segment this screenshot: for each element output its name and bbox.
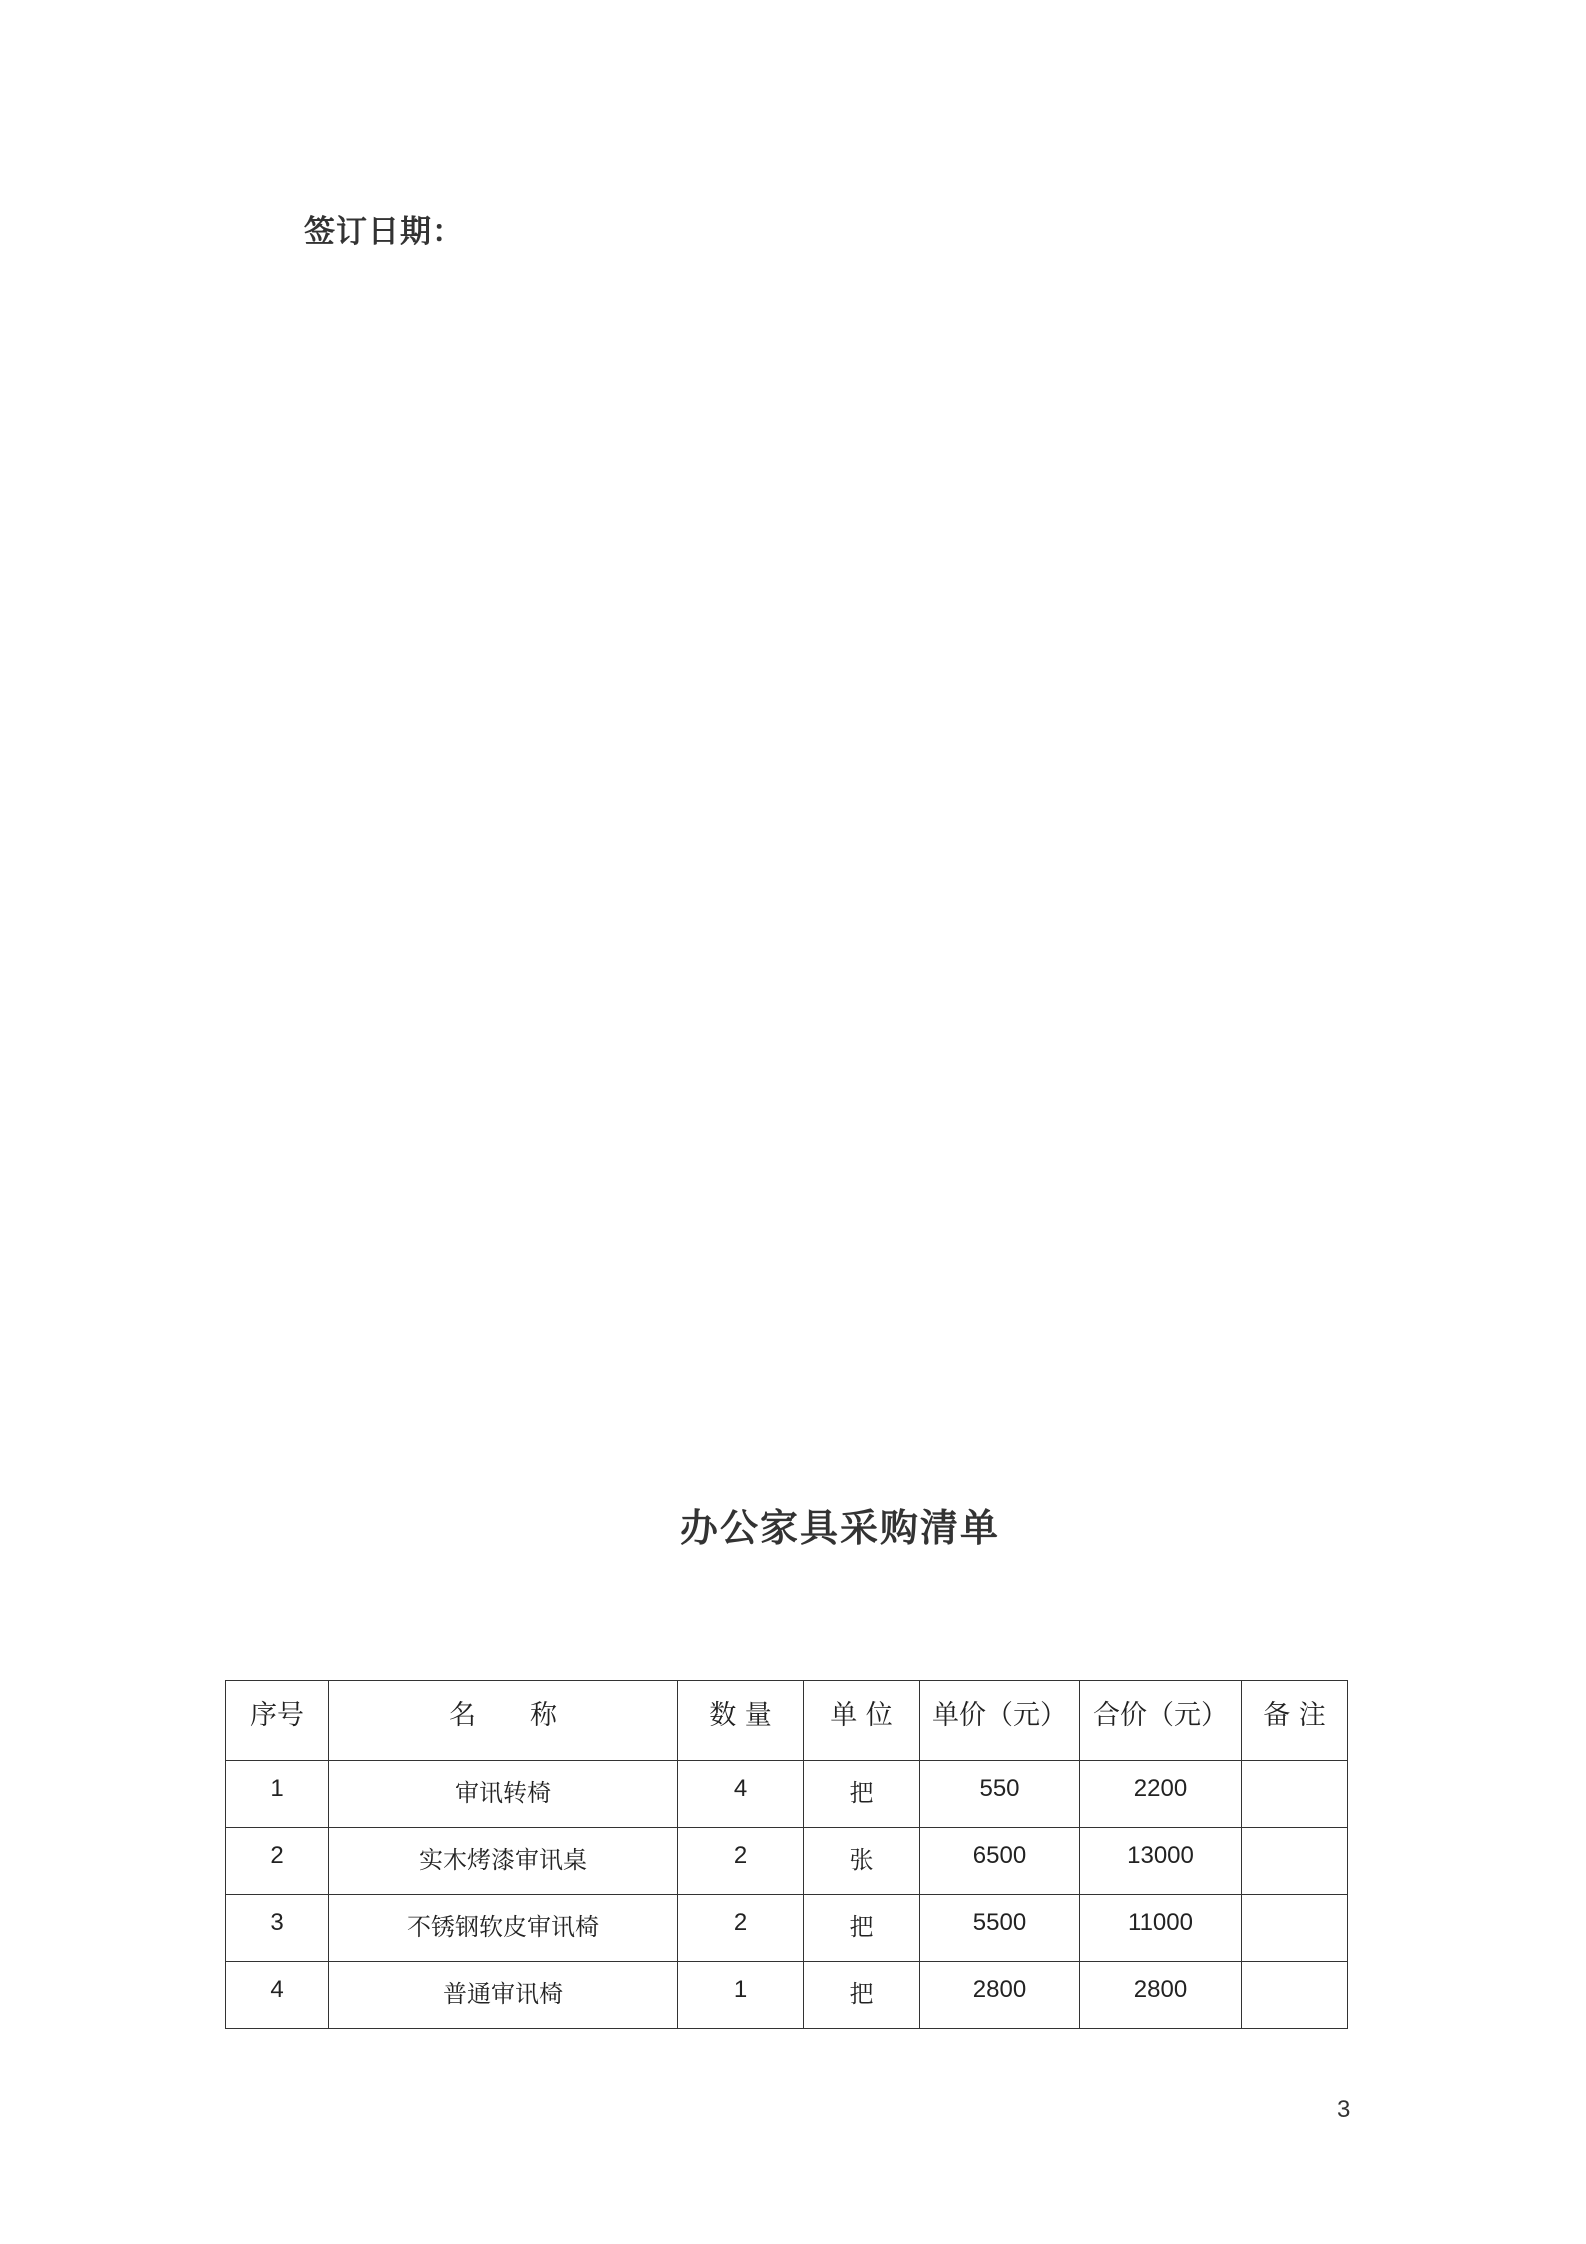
table-row xyxy=(226,1962,1348,2029)
header-quantity: 数 量 xyxy=(678,1681,804,1761)
cell-name: 审讯转椅 xyxy=(329,1761,678,1828)
cell-quantity: 2 xyxy=(678,1895,804,1962)
cell-serial: 3 xyxy=(226,1895,329,1962)
cell-unit: 把 xyxy=(804,1895,920,1962)
cell-remarks xyxy=(1242,1828,1348,1895)
cell-unit-price: 2800 xyxy=(920,1962,1080,2029)
sign-date-label: 签订日期： xyxy=(304,214,464,250)
cell-serial: 2 xyxy=(226,1828,329,1895)
header-serial: 序号 xyxy=(226,1681,329,1761)
cell-unit: 把 xyxy=(804,1962,920,2029)
header-remarks: 备 注 xyxy=(1242,1681,1348,1761)
table-header-row xyxy=(226,1681,1348,1761)
cell-unit-price: 550 xyxy=(920,1761,1080,1828)
cell-total-price: 11000 xyxy=(1080,1895,1242,1962)
cell-quantity: 4 xyxy=(678,1761,804,1828)
header-unit-price: 单价（元） xyxy=(920,1681,1080,1761)
header-name: 名 称 xyxy=(329,1681,678,1761)
page-number: 3 xyxy=(1337,2096,1351,2123)
table-row xyxy=(226,1895,1348,1962)
document-title: 办公家具采购清单 xyxy=(679,1506,1000,1550)
cell-serial: 4 xyxy=(226,1962,329,2029)
cell-quantity: 2 xyxy=(678,1828,804,1895)
cell-total-price: 13000 xyxy=(1080,1828,1242,1895)
header-unit: 单 位 xyxy=(804,1681,920,1761)
header-total-price: 合价（元） xyxy=(1080,1681,1242,1761)
purchase-table xyxy=(225,1680,1348,2029)
cell-unit: 把 xyxy=(804,1761,920,1828)
cell-total-price: 2800 xyxy=(1080,1962,1242,2029)
cell-total-price: 2200 xyxy=(1080,1761,1242,1828)
cell-remarks xyxy=(1242,1761,1348,1828)
cell-name: 不锈钢软皮审讯椅 xyxy=(329,1895,678,1962)
table-row xyxy=(226,1761,1348,1828)
cell-name: 普通审讯椅 xyxy=(329,1962,678,2029)
cell-serial: 1 xyxy=(226,1761,329,1828)
cell-unit: 张 xyxy=(804,1828,920,1895)
cell-name: 实木烤漆审讯桌 xyxy=(329,1828,678,1895)
table-row xyxy=(226,1828,1348,1895)
cell-remarks xyxy=(1242,1962,1348,2029)
cell-unit-price: 6500 xyxy=(920,1828,1080,1895)
cell-unit-price: 5500 xyxy=(920,1895,1080,1962)
cell-remarks xyxy=(1242,1895,1348,1962)
cell-quantity: 1 xyxy=(678,1962,804,2029)
